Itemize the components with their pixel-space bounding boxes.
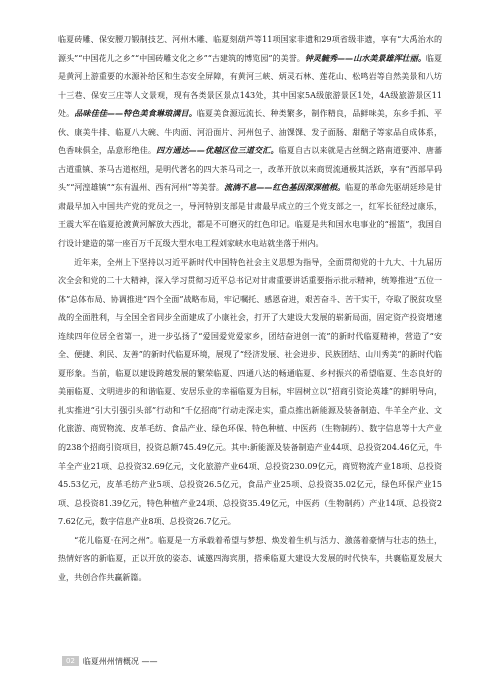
paragraph-development: 近年来，全州上下坚持以习近平新时代中国特色社会主义思想为指导，全面贯彻党的十九大、十九届历次全会和党的二十大精神，深入学习贯彻习近平总书记对甘肃重要讲话重要指示批示精神，统筹推进“五位一体”总体布局、协调推进“四个全面”战略布局，牢记嘱托、感恩奋进，艰苦奋斗、苦干实干，夺取了脱贫攻坚战的全面胜利，与全国全省同步全面建成了小康社会，打开了大建设大发展的崭新局面，固定资产投资增速连续四年位居全省第一，进一步弘扬了“爱国爱党爱家乡，团结奋进创一流”的新时代临夏精神，营造了“安全、便捷、利民、友善”的新时代临夏环境，展现了“经济发展、社会进步、民族团结、山川秀美”的新时代临夏形象。当前，临夏以建设跨越发展的繁荣临夏、四通八达的畅通临夏、乡村振兴的希望临夏、生态良好的美丽临夏、文明进步的和谐临夏、安居乐业的幸福临夏为目标，牢固树立以“招商引资论英雄”的鲜明导向，扎实推进“引大引强引头部”行动和“千亿招商”行动走深走实，重点推出新能源及装备制造、牛羊全产业、文化旅游、商贸物流、皮革毛纺、食品产业、绿色环保、特色种植、中医药（生物制药）、数字信息等十大产业的238个招商引资项目，投资总额745.49亿元。其中:新能源及装备制造产业44项、总投资204.46亿元，牛羊全产业21项、总投资32.69亿元，文化旅游产业64项、总投资230.09亿元，商贸物流产业18项、总投资45.53亿元，皮革毛纺产业5项、总投资26.5亿元，食品产业25项、总投资35.02亿元，绿色环保产业15项、总投资81.39亿元，特色种植产业24项、总投资35.49亿元，中医药（生物制药）产业14项、总投资27.62亿元，数字信息产业8项、总投资26.7亿元。 (58, 257, 442, 527)
article-body (58, 31, 442, 587)
paragraph-closing: “花儿临夏·在河之州”。临夏是一方承载着希望与梦想、焕发着生机与活力、激荡着豪情与壮志的热土，热情好客的新临夏，正以开放的姿态、诚邀四海宾朋，搭乘临夏大建设大发展的时代快车，共襄临夏发展大业，共创合作共赢新篇。 (58, 535, 442, 582)
page-number: 02 (62, 656, 79, 666)
section-heading: 四方通达——优越区位三道交汇。 (156, 146, 279, 156)
paragraph-text: 临夏的革命先驱胡廷珍是甘肃最早加入中国共产党的党员之一，导河特别支部是甘肃最早成立的三个党支部之一，红军长征经过康乐，王震大军在临夏抢渡黄河解放大西北，都是不可磨灭的红色印记。临夏是共和国水电事业的“摇篮”，我国自行设计建造的第一座百万千瓦级大型水电工程刘家峡水电站就坐落于州内。 (58, 183, 443, 249)
paragraph-heritage-and-scenery (58, 31, 442, 254)
section-heading: 流淌不息——红色基因深深植根。 (224, 183, 346, 193)
section-heading: 品味佳佳——特色美食琳琅满目。 (74, 109, 197, 119)
paragraph-text: 临夏自古以来就是古丝绸之路南道要冲、唐蕃古道重镇、茶马古道枢纽，是明代著名的四大茶马司之一，改革开放以来商贸流通极其活跃，享有“西部旱码头”“河湟雄镇”“东有温州、西有河州”等美誉。 (58, 146, 443, 193)
paragraph-text: 临夏是黄河上游重要的水源补给区和生态安全屏障，有黄河三峡、炳灵石林、莲花山、松鸣岩等自然美景和八坊十三巷、保安三庄等人文景观，现有各类景区景点143处，其中国家5A级旅游景区1处，4A级旅游景区11处。 (58, 53, 443, 119)
paragraph-text: 临夏美食源远流长、种类繁多，制作精良，品鲜味美，东乡手抓、平伙、康美牛排、临夏八大碗、牛肉面、河沿面片、河州包子、油馃馃、发子面肠、甜醅子等家品自成体系，色香味俱全，品意形绝佳。 (58, 109, 443, 156)
running-title: 临夏州州情概况 —— (82, 656, 158, 666)
section-heading: 钟灵毓秀——山水美景雄浑壮丽。 (304, 53, 426, 63)
paragraph-text: 临夏砖雕、保安腰刀锻制技艺、河州木雕、临夏刻葫芦等11项国家非遗和29项省级非遗，享有“大禹治水的源头”“中国花儿之乡”“中国砖雕文化之乡”“古建筑的博览园”的美誉。 (58, 35, 442, 63)
page-footer (62, 655, 157, 667)
